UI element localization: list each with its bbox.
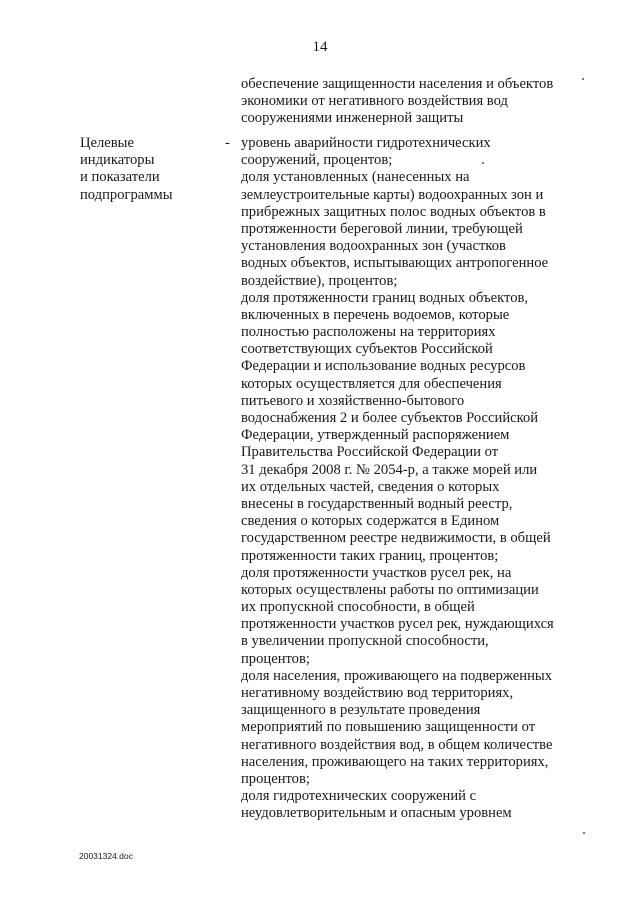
text-line: сооружений, процентов;	[241, 152, 393, 169]
text-line: Правительства Российской Федерации от	[241, 444, 499, 461]
text-line: включенных в перечень водоемов, которые	[241, 306, 510, 323]
text-line: негативного воздействия вод, в общем количестве	[241, 736, 553, 753]
text-line: внесены в государственный водный реестр,	[241, 495, 513, 512]
section-label	[80, 135, 173, 204]
text-line: соответствующих субъектов Российской	[241, 341, 493, 358]
text-line: прибрежных защитных полос водных объектов в	[241, 203, 546, 220]
text-line: Федерации и использование водных ресурсов	[241, 358, 526, 375]
text-line: населения, проживающего на таких территориях,	[241, 753, 549, 770]
text-line: экономики от негативного воздействия вод	[241, 93, 508, 110]
text-line: 31 декабря 2008 г. № 2054-р, а также морей или	[241, 461, 538, 478]
page-number: 14	[312, 39, 328, 55]
text-line: доля гидротехнических сооружений с	[241, 788, 477, 805]
indicators-text	[241, 135, 554, 823]
footer-filename: 20031324.doc	[79, 851, 133, 861]
intro-text	[241, 76, 553, 128]
text-line: защищенного в результате проведения	[241, 702, 481, 719]
text-line: обеспечение защищенности населения и объектов	[241, 76, 554, 92]
label-line: подпрограммы	[80, 186, 173, 203]
text-line: сведения о которых содержатся в Едином	[241, 513, 500, 530]
text-line: доля установленных (нанесенных на	[241, 169, 470, 186]
text-line: сооружениями инженерной защиты	[241, 110, 464, 127]
text-line: их пропускной способности, в общей	[241, 599, 475, 616]
text-line: неудовлетворительным и опасным уровнем	[241, 805, 512, 822]
text-line: процентов;	[241, 770, 310, 787]
text-line: Федерации, утвержденный распоряжением	[241, 427, 510, 444]
scan-speck	[582, 78, 584, 80]
text-line: доля протяженности границ водных объектов,	[241, 289, 529, 306]
text-line: протяженности береговой линии, требующей	[241, 220, 523, 237]
text-line: уровень аварийности гидротехнических	[241, 135, 491, 151]
text-line: доля протяженности участков русел рек, на	[241, 564, 512, 581]
text-line: мероприятий по повышению защищенности от	[241, 719, 536, 736]
text-line: протяженности участков русел рек, нуждающихся	[241, 616, 554, 633]
text-line: водных объектов, испытывающих антропогенное	[241, 255, 549, 272]
text-line: водоснабжения 2 и более субъектов Российской	[241, 410, 539, 426]
text-line: государственном реестре недвижимости, в общей	[241, 530, 551, 547]
label-line: индикаторы	[80, 152, 155, 169]
label-line: и показатели	[80, 169, 160, 186]
scan-speck	[583, 832, 585, 834]
text-line: доля населения, проживающего на подверженных	[241, 667, 552, 684]
text-line: питьевого и хозяйственно-бытового	[241, 392, 465, 409]
text-line: которых осуществлены работы по оптимизации	[241, 581, 539, 598]
text-line: в увеличении пропускной способности,	[241, 633, 489, 650]
text-line: их отдельных частей, сведения о которых	[241, 478, 500, 495]
text-line: негативному воздействию вод территориях,	[241, 685, 514, 701]
text-line: процентов;	[241, 650, 310, 667]
text-line: землеустроительные карты) водоохранных зон и	[241, 186, 544, 203]
dash-separator: -	[225, 135, 230, 151]
scan-speck	[482, 162, 484, 164]
text-line: воздействие), процентов;	[241, 272, 398, 289]
text-line: установления водоохранных зон (участков	[241, 238, 506, 255]
text-line: которых осуществляется для обеспечения	[241, 375, 502, 392]
text-line: протяженности таких границ, процентов;	[241, 547, 499, 564]
text-line: полностью расположены на территориях	[241, 324, 496, 341]
label-line: Целевые	[80, 135, 134, 151]
